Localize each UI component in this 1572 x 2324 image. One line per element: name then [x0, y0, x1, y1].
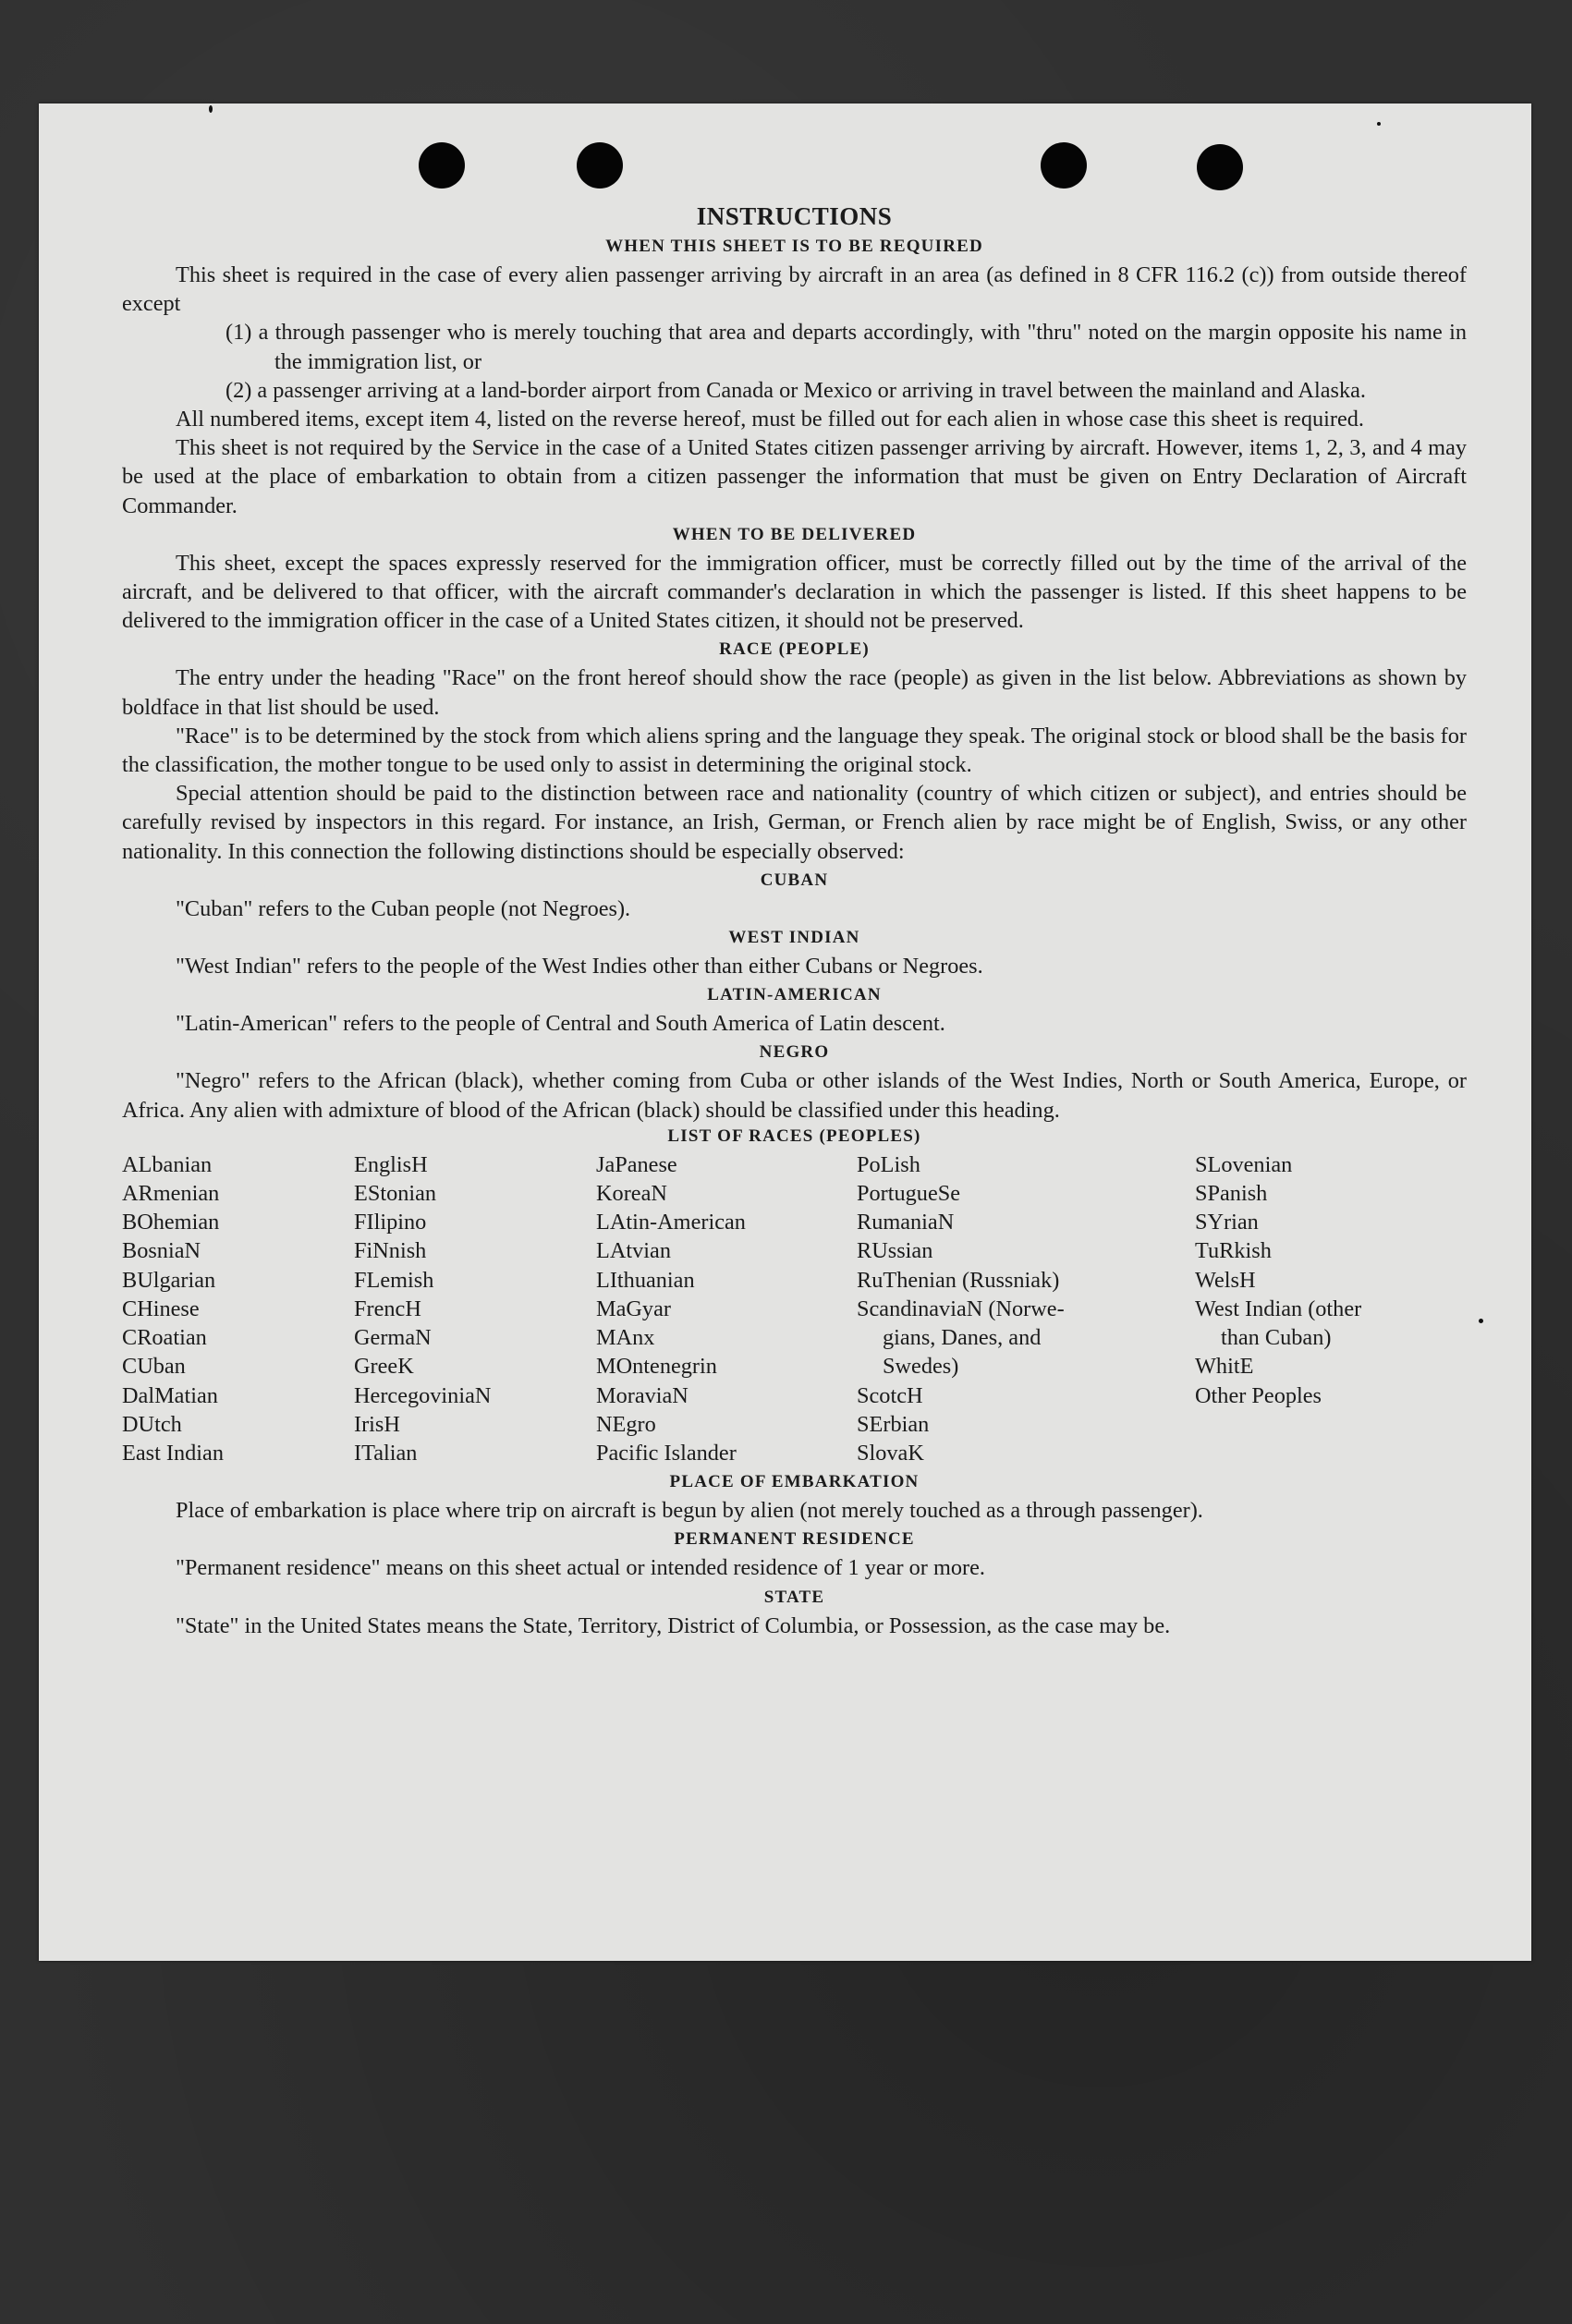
paragraph: "State" in the United States means the State, Territory, District of Columbia, or Possession, as the case may be.	[176, 1612, 1171, 1638]
race-entry: SPanish	[1195, 1181, 1268, 1207]
punch-hole	[577, 142, 623, 189]
race-entry: HercegoviniaN	[354, 1382, 492, 1408]
race-entry: gians, Danes, and	[883, 1325, 1042, 1351]
race-entry: LIthuanian	[596, 1267, 695, 1293]
paragraph: "Negro" refers to the African (black), whether coming from Cuba or other islands of the West Indies, North or South America, Europe, or Africa. Any alien with admixture of blood of the African (black) should be classified under this heading.	[122, 1068, 1467, 1123]
race-entry: BosniaN	[122, 1238, 201, 1264]
race-entry: LAtvian	[596, 1238, 671, 1264]
races-column	[1195, 1150, 1435, 1467]
race-entry: KoreaN	[596, 1181, 667, 1207]
race-entry: SErbian	[857, 1411, 930, 1437]
speck	[209, 105, 213, 113]
race-entry: MaGyar	[596, 1296, 671, 1321]
race-entry: ITalian	[354, 1440, 418, 1466]
race-entry: ScotcH	[857, 1382, 923, 1408]
section-heading: WHEN TO BE DELIVERED	[672, 524, 917, 544]
list-item: (2) a passenger arriving at a land-border airport from Canada or Mexico or arriving in travel between the mainland and Alaska.	[225, 377, 1366, 403]
race-entry: MoraviaN	[596, 1382, 689, 1408]
document-page	[39, 103, 1531, 1961]
race-entry: EStonian	[354, 1181, 437, 1207]
section-heading: LATIN-AMERICAN	[707, 985, 882, 1005]
list-item: (1) a through passenger who is merely touching that area and departs accordingly, with "thru" noted on the margin opposite his name in the immigration list, or	[225, 320, 1467, 374]
speck	[1479, 1319, 1483, 1323]
section-heading: WHEN THIS SHEET IS TO BE REQUIRED	[605, 237, 983, 256]
race-entry: DalMatian	[122, 1382, 218, 1408]
race-entry: PoLish	[857, 1151, 920, 1177]
race-entry: EnglisH	[354, 1151, 428, 1177]
race-entry: East Indian	[122, 1440, 224, 1466]
paragraph: "Cuban" refers to the Cuban people (not Negroes).	[176, 895, 631, 921]
race-entry: MOntenegrin	[596, 1354, 717, 1380]
section-heading: RACE (PEOPLE)	[719, 639, 870, 660]
race-entry: FLemish	[354, 1267, 434, 1293]
page-title: INSTRUCTIONS	[696, 202, 893, 230]
paragraph: "West Indian" refers to the people of the West Indies other than either Cubans or Negroes.	[176, 954, 983, 979]
section-heading: PLACE OF EMBARKATION	[669, 1472, 920, 1492]
race-entry: BUlgarian	[122, 1267, 216, 1293]
punch-hole	[1197, 144, 1243, 190]
race-entry: Swedes)	[883, 1354, 959, 1380]
section-heading: STATE	[763, 1587, 825, 1607]
race-entry: DUtch	[122, 1411, 182, 1437]
race-entry: CRoatian	[122, 1325, 207, 1351]
section-heading: PERMANENT RESIDENCE	[674, 1529, 915, 1550]
paragraph: This sheet is not required by the Service in the case of a United States citizen passenger arriving by aircraft. However, items 1, 2, 3, and 4 may be used at the place of embarkation to obtain from a citizen passenger the information that must be given on Entry Declaration of Aircraft Commander.	[122, 435, 1467, 518]
race-entry: West Indian (other	[1195, 1296, 1362, 1321]
paragraph: All numbered items, except item 4, listed on the reverse hereof, must be filled out for each alien in whose case this sheet is required.	[176, 407, 1364, 432]
race-entry: GermaN	[354, 1325, 432, 1351]
race-entry: PortugueSe	[857, 1181, 961, 1207]
race-entry: FiNnish	[354, 1238, 427, 1264]
races-column	[354, 1150, 596, 1467]
race-entry: WhitE	[1195, 1354, 1254, 1380]
section-heading: CUBAN	[760, 870, 829, 890]
paragraph: "Permanent residence" means on this sheet actual or intended residence of 1 year or more.	[176, 1555, 985, 1581]
section-heading: WEST INDIAN	[728, 928, 860, 948]
paragraph: This sheet is required in the case of every alien passenger arriving by aircraft in an area (as defined in 8 CFR 116.2 (c)) from outside thereof except	[122, 262, 1467, 317]
race-entry: RuThenian (Russniak)	[857, 1267, 1060, 1293]
races-column	[596, 1150, 857, 1467]
paragraph: The entry under the heading "Race" on the front hereof should show the race (people) as given in the list below. Abbreviations as shown by boldface in that list should be used.	[122, 665, 1467, 720]
speck	[1377, 122, 1381, 126]
race-entry: NEgro	[596, 1411, 656, 1437]
race-entry: WelsH	[1195, 1267, 1256, 1293]
race-entry: Pacific Islander	[596, 1440, 737, 1466]
exceptions-list	[225, 318, 1467, 405]
race-entry: Other Peoples	[1195, 1382, 1322, 1408]
race-entry: CUban	[122, 1354, 186, 1380]
race-entry: SLovenian	[1195, 1151, 1293, 1177]
races-column	[857, 1150, 1195, 1467]
race-entry: TuRkish	[1195, 1238, 1272, 1264]
paragraph: "Race" is to be determined by the stock from which aliens spring and the language they speak. The original stock or blood shall be the basis for the classification, the mother tongue to be used only to assist in determining the original stock.	[122, 723, 1467, 778]
race-entry: ScandinaviaN (Norwe-	[857, 1296, 1065, 1321]
instructions-text	[122, 201, 1467, 1640]
race-entry: ALbanian	[122, 1151, 213, 1177]
race-entry: ARmenian	[122, 1181, 220, 1207]
race-entry: LAtin-American	[596, 1210, 746, 1235]
section-heading: LIST OF RACES (PEOPLES)	[667, 1125, 921, 1146]
race-entry: FIlipino	[354, 1210, 427, 1235]
paragraph: "Latin-American" refers to the people of Central and South America of Latin descent.	[176, 1011, 945, 1037]
race-entry: GreeK	[354, 1354, 414, 1380]
race-entry: RumaniaN	[857, 1210, 955, 1235]
section-heading: NEGRO	[759, 1042, 830, 1063]
punch-hole	[1041, 142, 1087, 189]
race-entry: RUssian	[857, 1238, 933, 1264]
paragraph: Special attention should be paid to the distinction between race and nationality (country of which citizen or subject), and entries should be carefully revised by inspectors in this regard. For instance, an Irish, German, or French alien by race might be of English, Swiss, or any other nationality. In this connection the following distinctions should be especially observed:	[122, 781, 1467, 864]
race-entry: MAnx	[596, 1325, 655, 1351]
race-entry: BOhemian	[122, 1210, 220, 1235]
race-entry: JaPanese	[596, 1151, 677, 1177]
races-list	[122, 1150, 1467, 1467]
race-entry: CHinese	[122, 1296, 200, 1321]
race-entry: than Cuban)	[1221, 1325, 1332, 1351]
paragraph: Place of embarkation is place where trip on aircraft is begun by alien (not merely touched as a through passenger).	[176, 1498, 1203, 1524]
races-column	[122, 1150, 354, 1467]
race-entry: SYrian	[1195, 1210, 1259, 1235]
race-entry: IrisH	[354, 1411, 400, 1437]
punch-hole	[419, 142, 465, 189]
race-entry: SlovaK	[857, 1440, 924, 1466]
paragraph: This sheet, except the spaces expressly reserved for the immigration officer, must be correctly filled out by the time of the arrival of the aircraft, and be delivered to that officer, with the aircraft commander's declaration in which the passenger is listed. If this sheet happens to be delivered to the immigration officer in the case of a United States citizen, it should not be preserved.	[122, 550, 1467, 634]
race-entry: FrencH	[354, 1296, 421, 1321]
